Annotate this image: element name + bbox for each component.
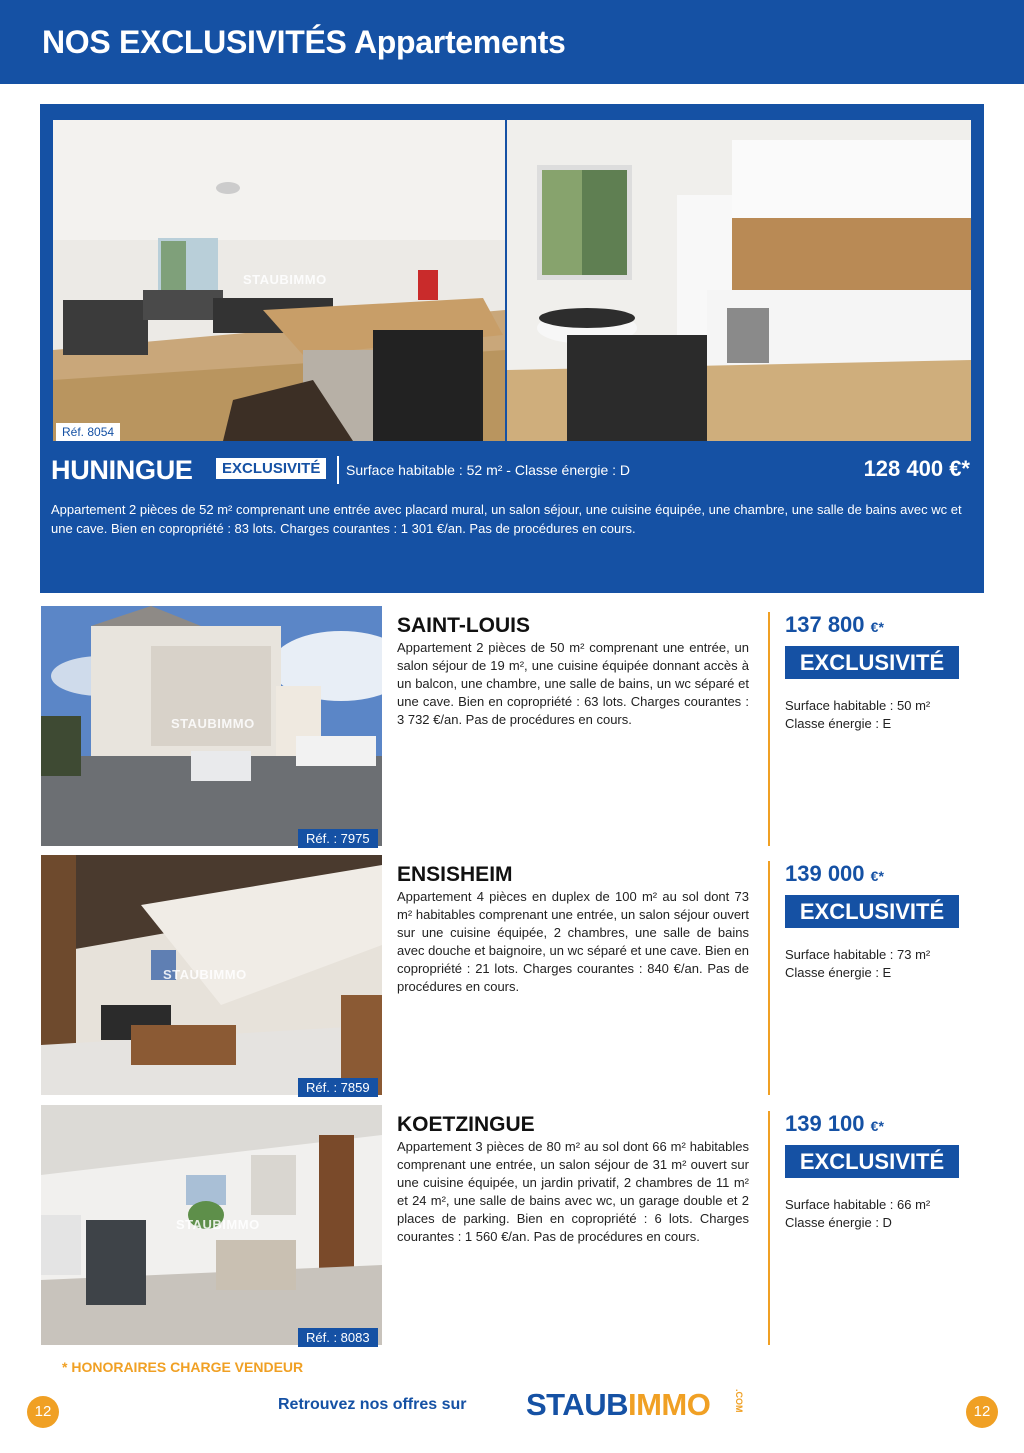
watermark: STAUBIMMO (163, 967, 247, 982)
listing-description: Appartement 2 pièces de 50 m² comprenant une entrée, un salon séjour de 19 m², une cuisine équipée donnant accès à un balcon, une chambre, une salle de bains, un wc séparé et une cave. Bien en copropriété : 63 lots. Charges courantes : 3 732 €/an. Pas de procédures en cours. (397, 640, 749, 727)
watermark: STAUBIMMO (243, 272, 327, 287)
listing-koetzingue[interactable] (0, 1105, 1024, 1350)
listing-surface: Surface habitable : 73 m² (785, 947, 931, 962)
fees-note: * HONORAIRES CHARGE VENDEUR (62, 1359, 304, 1375)
featured-exclusivity-badge: EXCLUSIVITÉ (216, 458, 326, 479)
staubimmo-logo[interactable] (526, 1387, 744, 1427)
listing-description: Appartement 4 pièces en duplex de 100 m² au sol dont 73 m² habitables comprenant une entrée, un salon séjour ouvert sur une cuisine équipée, 2 chambres, une salle de bains avec douche et baignoire, un wc séparé et une cave. Bien en copropriété : 21 lots. Charges courantes : 840 €/an. Pas de procédures en cours. (397, 889, 749, 994)
featured-surface: Surface habitable : 52 m² - Classe énergie : D (346, 462, 631, 478)
featured-ref: Réf. 8054 (56, 423, 120, 441)
featured-divider (337, 456, 339, 484)
listing-divider (768, 1111, 770, 1345)
price-currency: €* (870, 868, 884, 884)
page-number-right: 12 (966, 1396, 998, 1428)
logo-part-staub: STAUB (526, 1387, 628, 1422)
listing-ensisheim[interactable] (0, 855, 1024, 1100)
kitchen-photo[interactable] (507, 120, 971, 441)
price-value: 139 100 (785, 1111, 865, 1136)
watermark: STAUBIMMO (176, 1217, 260, 1232)
listing-surface: Surface habitable : 66 m² (785, 1197, 931, 1212)
listing-city: SAINT-LOUIS (397, 614, 531, 637)
price-value: 137 800 (785, 612, 865, 637)
page-title: NOS EXCLUSIVITÉS Appartements (42, 24, 566, 60)
listing-city: KOETZINGUE (397, 1113, 535, 1136)
page-header (0, 0, 1024, 84)
listing-specs (785, 946, 930, 982)
listing-specs (785, 1196, 930, 1232)
page-number-left: 12 (27, 1396, 59, 1428)
listing-price (785, 1111, 884, 1137)
listing-divider (768, 612, 770, 846)
offers-text: Retrouvez nos offres sur (278, 1396, 467, 1413)
listing-specs (785, 697, 930, 733)
listing-saint-louis[interactable] (0, 606, 1024, 851)
listing-surface: Surface habitable : 50 m² (785, 698, 931, 713)
featured-description: Appartement 2 pièces de 52 m² comprenant une entrée avec placard mural, un salon séjour, une cuisine équipée, une chambre, une salle de bains avec wc et une cave. Bien en copropriété : 83 lots. Charges courantes : 1 301 €/an. Pas de procédures en cours. (51, 502, 962, 536)
listing-city: ENSISHEIM (397, 863, 513, 886)
price-currency: €* (870, 619, 884, 635)
listing-price (785, 612, 884, 638)
listing-energy-class: Classe énergie : E (785, 965, 892, 980)
listing-photo[interactable] (41, 855, 382, 1095)
listing-photo[interactable] (41, 606, 382, 846)
watermark: STAUBIMMO (171, 716, 255, 731)
listing-divider (768, 861, 770, 1095)
logo-part-immo: IMMO (627, 1387, 711, 1422)
featured-city: HUNINGUE (51, 455, 193, 485)
price-value: 139 000 (785, 861, 865, 886)
listing-ref: Réf. : 8083 (298, 1328, 378, 1347)
exclusivity-badge: EXCLUSIVITÉ (785, 895, 959, 928)
listing-energy-class: Classe énergie : D (785, 1215, 892, 1230)
exclusivity-badge: EXCLUSIVITÉ (785, 1145, 959, 1178)
listing-price (785, 861, 884, 887)
listing-photo[interactable] (41, 1105, 382, 1345)
logo-domain-suffix: .COM (734, 1389, 744, 1413)
featured-listing[interactable] (40, 104, 984, 593)
listing-energy-class: Classe énergie : E (785, 716, 892, 731)
price-currency: €* (870, 1118, 884, 1134)
listing-ref: Réf. : 7975 (298, 829, 378, 848)
listing-description: Appartement 3 pièces de 80 m² au sol dont 66 m² habitables comprenant une entrée, un salon séjour de 31 m² ouvert sur une cuisine équipée, un jardin privatif, 2 chambres de 11 m² et 24 m², une salle de bains avec wc, un garage double et 2 places de parking. Bien en copropriété : 6 lots. Charges courantes : 1 560 €/an. Pas de procédures en cours. (397, 1139, 749, 1244)
featured-price: 128 400 €* (863, 456, 970, 481)
living-room-photo[interactable] (53, 120, 505, 441)
listing-ref: Réf. : 7859 (298, 1078, 378, 1097)
exclusivity-badge: EXCLUSIVITÉ (785, 646, 959, 679)
